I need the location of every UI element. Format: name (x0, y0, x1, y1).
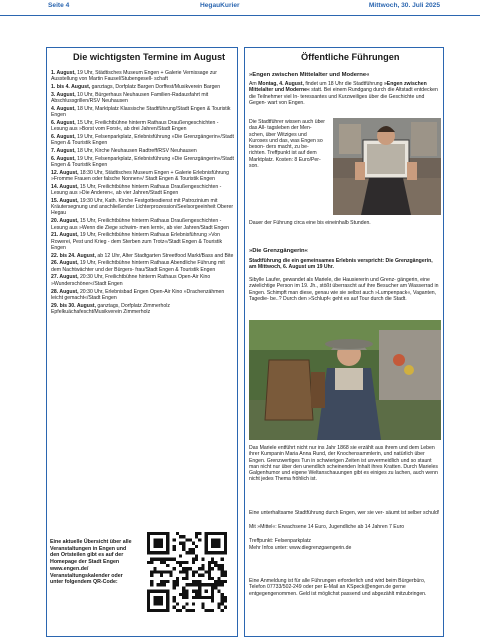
event-date: 3. August, (51, 91, 76, 98)
guide-photo (333, 118, 441, 215)
event-item (51, 156, 235, 169)
event-item (51, 170, 235, 183)
event-item (51, 134, 235, 147)
newspaper-name: HegauKurier (200, 2, 240, 9)
event-item (51, 260, 235, 273)
tour1-intro: Am Montag, 4. August, findet um 18 Uhr die Stadtführung »Engen zwischen Mittelalter und Moderne« statt. Bei einem Rundgang durch die Altstadt entdecken die Teilnehmer viel In- teressantes und Kurzweiliges über die Geschichte und Gegen- wart von Engen. (249, 81, 438, 106)
event-details: 19 Uhr, Freilichtbühne hinterm Rathaus Erlebnisführung »Von Rowerei, Pest und Krieg - dem Sterben zum Trotz«/Stadt Engen & Touristik Engen (51, 232, 223, 251)
event-details: 18:30 Uhr, Städtisches Museum Engen + Galerie Erlebnisführung »Fromme Frauen oder falsche Nonnen«/ Stadt Engen & Touristik Engen (51, 169, 229, 183)
event-date: 1. bis 4. August, (51, 84, 91, 91)
tours-title: Öffentliche Führungen (301, 52, 400, 62)
page-header (0, 0, 480, 16)
tour1-duration: Dauer der Führung circa eine bis eineinhalb Stunden. (249, 220, 371, 226)
event-date: 6. August, (51, 119, 76, 126)
event-date: 4. August, (51, 105, 76, 112)
event-details: ganztags, Dorfplatz Zimmerholz Epfelkuächafescht/Musikverein Zimmerholz (51, 302, 170, 315)
event-details: ganztags, Dorfplatz Bargen Dorffest/Musikverein Bargen (90, 84, 221, 91)
event-item (51, 303, 235, 316)
event-date: 21. August, (51, 232, 79, 239)
event-item (51, 106, 235, 119)
tour2-lead: Stadtführung die ein gemeinsames Erlebnis verspricht: Die Grenzgängerin, am Mittwoch, 6. August um 19 Uhr. (249, 258, 433, 271)
grenzgaengerin-photo (249, 320, 441, 440)
event-item (51, 184, 235, 197)
event-details: 19:30 Uhr, Kath. Kirche Festgottesdienst mit Patrozinium mit Kräutersegnung und anschließender Lichterprozession/Seelsorgeeinheit Oberer Hegau (51, 197, 234, 217)
tour2-meeting-point: Treffpunkt: Felsenparkplatz (249, 538, 312, 544)
page-number: Seite 4 (48, 2, 70, 9)
event-date: 1. August, (51, 70, 76, 76)
event-details: 19 Uhr, Felsenparkplatz, Erlebnisführung »Die Grenzgängerin«/Stadt Engen & Touristik Engen (51, 133, 234, 147)
tour2-paragraph-1: Sibylle Laufer, gewandet als Mariele, die Hausiererin und Grenz- gängerin, eine zwielichtige Person im 19. Jh., stößt überrascht auf ihre Besucher am Wasserrad in Engen. Schimpft man diese, genau wie sie selbst auch »Lumpenpack«, Vaganten, Tagedie- be..? Durch den »Schlupf« geht es auf Tour durch die Stadt. (249, 277, 439, 302)
event-date: 28. August, (51, 288, 79, 295)
events-title: Die wichtigsten Termine im August (73, 52, 226, 62)
issue-date: Mittwoch, 30. Juli 2025 (368, 2, 440, 9)
events-box (46, 47, 238, 637)
event-item (51, 84, 235, 90)
tour1-title: »Engen zwischen Mittelalter und Moderne« (249, 72, 370, 78)
event-date: 29. bis 30. August, (51, 302, 96, 309)
tours-box (244, 47, 444, 637)
event-date: 6. August, (51, 155, 76, 162)
event-details: ab 12 Uhr, Alter Stadtgarten Streetfood Markt/Bass and Bite (95, 252, 234, 259)
event-details: 15 Uhr, Freilichtbühne hinterm Rathaus Draußengeschichten - Lesung aus »Borst vom Forst«, ab drei Jahren/Stadt Engen (51, 119, 219, 133)
event-item (51, 148, 235, 154)
tour2-paragraph-2: Das Mariele entführt nicht nur ins Jahr 1868 sie erzählt aus ihrem und dem Leben ihrer Kumpanin Maria Anna Rund, der Knochensammlerin, und natürlich über Engen. Grenzwertiges Tun in schwierigen Zeiten ist unvermeidlich und so staunt man nicht nur über den unendlich scheinenden Inhalt ihres Kratten. Durch Marieles Galgenhumor und eigene Weltanschauungen gibt es einiges zu lachen, auch wenn nicht jedes Thema fröhlich ist. (249, 445, 438, 483)
event-details: 20:30 Uhr, Freilichtbühne hinterm Rathaus Open-Air Kino »Wunderschöner«/Stadt Engen (51, 274, 211, 287)
event-item (51, 274, 235, 287)
registration-note: Eine Anmeldung ist für alle Führungen erforderlich und wird beim Bürgerbüro, Telefon 07733/502-249 oder per E-Mail an KSpeck@engen.de gerne entgegengenommen. Geld ist möglichst passend und abgezählt mitzubringen. (249, 578, 427, 597)
event-item (51, 70, 235, 83)
event-item (51, 198, 235, 217)
events-list (51, 70, 235, 317)
event-item (51, 92, 235, 105)
event-date: 26. August, (51, 260, 79, 267)
tour2-paragraph-3: Eine unterhaltsame Stadtführung durch Engen, wer sie ver- säumt ist selber schuld! (249, 510, 440, 516)
event-details: 19 Uhr, Freilichtbühne hinterm Rathaus Abendliche Führung mit dem Nachtwächter und der Bürgers- frau/Stadt Engen & Touristik Engen (51, 260, 225, 273)
event-item (51, 218, 235, 231)
event-date: 12. August, (51, 169, 79, 176)
event-details: 19 Uhr, Städtisches Museum Engen + Galerie Vernissage zur Ausstellung von Martin Fausel/Stubengesell- schaft (51, 70, 217, 83)
event-details: 15 Uhr, Freilichtbühne hinterm Rathaus Draußengeschichten - Lesung aus »Wenn die Ziege schwim- men lernt«, ab vier Jahren/Stadt Engen (51, 218, 229, 231)
calendar-info-text: Eine aktuelle Übersicht über alle Veranstaltungen in Engen und den Ortsteilen gibt es auf der Homepage der Stadt Engen www.engen.de/ Veranstaltungskalender oder unter folgendem QR-Code: (50, 539, 132, 586)
qr-code[interactable] (147, 532, 227, 612)
event-details: 15 Uhr, Freilichtbühne hinterm Rathaus Draußengeschichten - Lesung aus »Die Anderen«, ab vier Jahren/Stadt Engen (51, 183, 222, 197)
event-item (51, 253, 235, 259)
event-details: 10 Uhr, Bürgerhaus Neuhausen Familien-Radausfahrt mit Abschlussgrillen/RSV Neuhausen (51, 91, 209, 105)
event-date: 7. August, (51, 148, 76, 155)
event-date: 20. August, (51, 218, 79, 225)
event-date: 22. bis 24. August, (51, 252, 96, 259)
event-item (51, 120, 235, 133)
event-details: 18 Uhr, Kirche Neuhausen Radtreff/RSV Neuhausen (75, 148, 197, 155)
event-date: 6. August, (51, 133, 76, 140)
event-details: 19 Uhr, Felsenparkplatz, Erlebnisführung »Die Grenzgängerin«/Stadt Engen & Touristik Engen (51, 155, 234, 169)
tour1-wrap-text: Die Stadtführer wissen auch über das All- tagsleben der Men- schen, über Witziges und Kuroses und das, was Engen so beson- ders macht, zu be- richten. Treffpunkt ist auf dem Marktplatz. Kosten: 8 Euro/Per- son. (249, 119, 326, 169)
tour2-more-info: Mehr Infos unter: www.diegrenzgaengerin.de (249, 545, 352, 551)
tour2-title: »Die Grenzgängerin« (249, 248, 308, 254)
tour2-prices: Mit »Mittel«: Erwachsene 14 Euro, Jugendliche ab 14 Jahren 7 Euro (249, 524, 405, 530)
event-date: 15. August, (51, 197, 79, 204)
event-details: 18 Uhr, Marktplatz Klassische Stadtführung/Stadt Engen & Touristik Engen (51, 105, 231, 119)
event-date: 14. August, (51, 183, 79, 190)
event-item (51, 232, 235, 251)
event-date: 27. August, (51, 274, 79, 281)
event-item (51, 289, 235, 302)
event-details: 20:30 Uhr, Erlebnisbad Engen Open-Air Kino »Drachenzähmen leicht gemacht«/Stadt Engen (51, 288, 225, 301)
